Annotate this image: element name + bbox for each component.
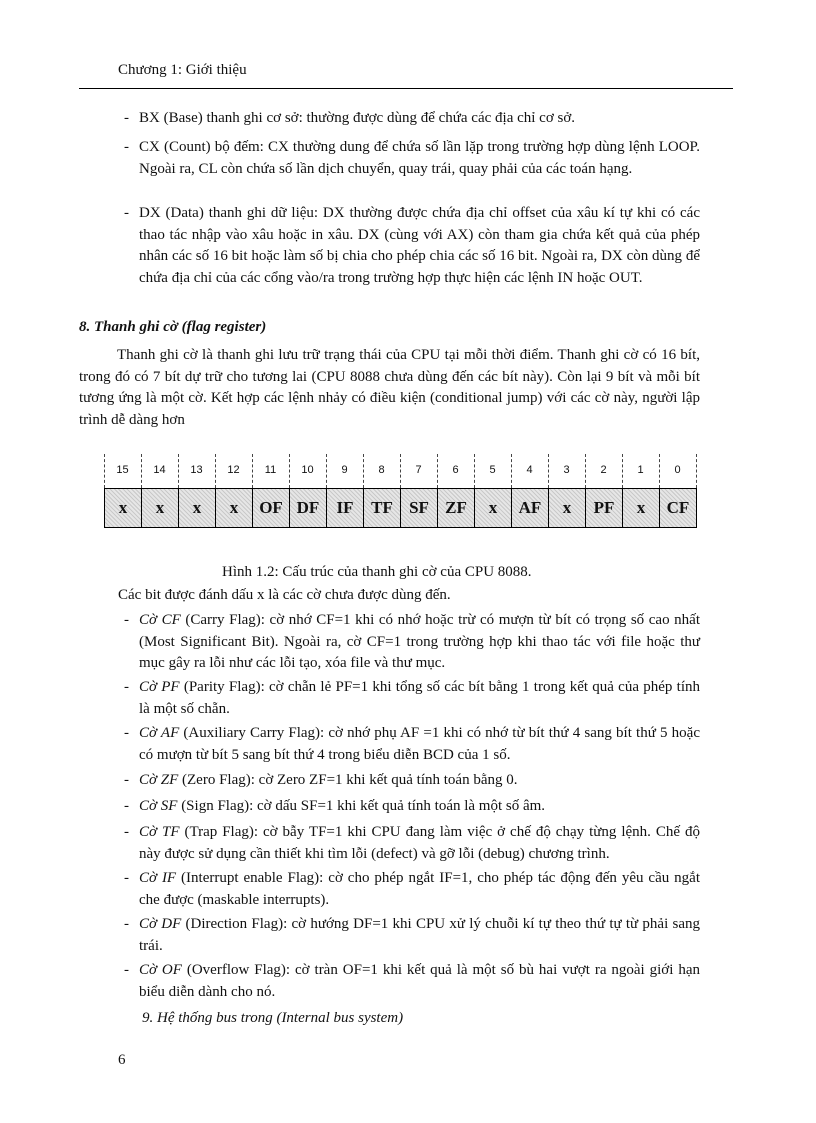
flag-name: Cờ CF xyxy=(139,612,181,628)
flag-bullet xyxy=(124,796,700,818)
bit-number: 0 xyxy=(674,464,681,476)
flag-name: Cờ AF xyxy=(139,725,180,741)
bullet-text: BX (Base) thanh ghi cơ sở: thường được dùng để chứa các địa chỉ cơ sở. xyxy=(139,110,576,126)
flag-description: (Overflow Flag): cờ tràn OF=1 khi kết quả là một số bù hai vượt ra ngoài giới hạn biểu diễn dành cho nó. xyxy=(139,962,700,1000)
flag-bullet xyxy=(124,723,700,766)
bit-number: 15 xyxy=(116,464,129,476)
bit-number: 11 xyxy=(264,464,277,476)
flag-register-diagram xyxy=(104,454,696,530)
flag-description: (Interrupt enable Flag): cờ cho phép ngắt IF=1, cho phép tác động đến yêu cầu ngắt che được (maskable interrupts). xyxy=(139,870,700,908)
section-8-heading: 8. Thanh ghi cờ (flag register) xyxy=(79,319,267,335)
bit-number: 6 xyxy=(452,464,459,476)
bullet-cx xyxy=(124,137,700,180)
flag-cell: x xyxy=(178,488,216,528)
flag-bullet xyxy=(124,868,700,911)
page-number: 6 xyxy=(118,1052,126,1068)
flag-cell: x xyxy=(215,488,253,528)
bullet-dash: - xyxy=(124,205,129,221)
flag-cell: x xyxy=(622,488,660,528)
section-8-intro: Thanh ghi cờ là thanh ghi lưu trữ trạng thái của CPU tại mỗi thời điểm. Thanh ghi cờ có 16 bít, trong đó có 7 bít dự trữ cho tương lai (CPU 8088 chưa dùng đến các bít này). Còn lại 9 bít và mỗi bít tương ứng là một cờ. Kết hợp các lệnh nhảy có điều kiện (conditional jump) với các cờ này, người lập trình dễ dàng hơn xyxy=(79,347,700,428)
flag-cell: x xyxy=(141,488,179,528)
bullet-text: DX (Data) thanh ghi dữ liệu: DX thường được chứa địa chỉ offset của xâu kí tự khi có các thao tác nhập vào xâu hoặc in xâu. DX (cùng với AX) còn tham gia chứa kết quả của phép nhân các số 16 bit hoặc làm số bị chia cho phép chia các số 16 bit. Ngoài ra, DX còn dùng để chứa địa chỉ của các cổng vào/ra trong trường hợp thực hiện các lệnh IN hoặc OUT. xyxy=(139,205,700,286)
bit-number: 3 xyxy=(563,464,570,476)
flag-cell: DF xyxy=(289,488,327,528)
flag-cell: x xyxy=(474,488,512,528)
flag-cell: TF xyxy=(363,488,401,528)
bit-number: 12 xyxy=(227,464,240,476)
bullet-dash: - xyxy=(124,824,129,840)
bit-number: 4 xyxy=(526,464,533,476)
bullet-dash: - xyxy=(124,679,129,695)
bullet-dash: - xyxy=(124,798,129,814)
bullet-dash: - xyxy=(124,962,129,978)
bullet-dash: - xyxy=(124,139,129,155)
flag-bullet xyxy=(124,914,700,957)
bit-number: 7 xyxy=(415,464,422,476)
figure-caption: Hình 1.2: Cấu trúc của thanh ghi cờ của CPU 8088. xyxy=(222,564,532,580)
flag-cell: AF xyxy=(511,488,549,528)
flag-description: (Direction Flag): cờ hướng DF=1 khi CPU xử lý chuỗi kí tự theo thứ tự từ phải sang trái. xyxy=(139,916,700,954)
flag-bullet xyxy=(124,770,700,792)
bullet-dash: - xyxy=(124,772,129,788)
flag-description: (Sign Flag): cờ dấu SF=1 khi kết quả tính toán là một số âm. xyxy=(177,798,546,814)
bullet-bx xyxy=(124,108,700,130)
flag-cell: ZF xyxy=(437,488,475,528)
flag-bullet xyxy=(124,822,700,865)
flag-description: (Carry Flag): cờ nhớ CF=1 khi có nhớ hoặc trừ có mượn từ bít có trọng số cao nhất (Most Significant Bit). Ngoài ra, cờ CF=1 trong trường hợp khi thao tác với file hoặc thư mục gây ra lỗi như các lỗi tạo, xóa file và thư mục. xyxy=(139,612,700,671)
bullet-dash: - xyxy=(124,110,129,126)
flag-cell: IF xyxy=(326,488,364,528)
figure-note: Các bit được đánh dấu x là các cờ chưa được dùng đến. xyxy=(118,587,451,603)
flag-cell: PF xyxy=(585,488,623,528)
bit-number: 1 xyxy=(637,464,644,476)
bullet-dash: - xyxy=(124,612,129,628)
flag-description: (Auxiliary Carry Flag): cờ nhớ phụ AF =1 khi có nhớ từ bít thứ 4 sang bít thứ 5 hoặc có mượn từ bít 5 sang bít thứ 4 trong biểu diễn BCD của 1 số. xyxy=(139,725,700,763)
bit-number: 8 xyxy=(378,464,385,476)
flag-description: (Zero Flag): cờ Zero ZF=1 khi kết quả tính toán bằng 0. xyxy=(178,772,518,788)
flag-name: Cờ SF xyxy=(139,798,178,814)
flag-bullet xyxy=(124,677,700,720)
bullet-dash: - xyxy=(124,870,129,886)
flag-cell: x xyxy=(104,488,142,528)
flag-name: Cờ OF xyxy=(139,962,182,978)
bit-number: 9 xyxy=(341,464,348,476)
flag-bullet xyxy=(124,610,700,675)
flag-cell: CF xyxy=(659,488,697,528)
flag-name: Cờ DF xyxy=(139,916,182,932)
bullet-dash: - xyxy=(124,725,129,741)
section-9-heading: 9. Hệ thống bus trong (Internal bus system) xyxy=(142,1010,404,1026)
bit-divider xyxy=(696,454,697,488)
header-rule xyxy=(79,88,733,89)
flag-name: Cờ PF xyxy=(139,679,180,695)
flag-name: Cờ TF xyxy=(139,824,180,840)
flag-cell: x xyxy=(548,488,586,528)
flag-cell: SF xyxy=(400,488,438,528)
bit-number: 13 xyxy=(190,464,203,476)
page-header-title: Chương 1: Giới thiệu xyxy=(118,62,247,78)
bullet-dash: - xyxy=(124,916,129,932)
bit-number: 10 xyxy=(301,464,314,476)
bit-number: 14 xyxy=(153,464,166,476)
flag-description: (Parity Flag): cờ chẵn lẻ PF=1 khi tổng số các bít bằng 1 trong kết quả của phép tính là một số chẵn. xyxy=(139,679,700,717)
flag-name: Cờ IF xyxy=(139,870,177,886)
flag-bullet xyxy=(124,960,700,1003)
bullet-dx xyxy=(124,203,700,289)
flag-name: Cờ ZF xyxy=(139,772,179,788)
flag-cell: OF xyxy=(252,488,290,528)
bit-number: 2 xyxy=(600,464,607,476)
flag-description: (Trap Flag): cờ bẫy TF=1 khi CPU đang làm việc ở chế độ chạy từng lệnh. Chế độ này được sử dụng cần thiết khi tìm lỗi (defect) và gỡ lỗi (debug) chương trình. xyxy=(139,824,700,862)
bit-number: 5 xyxy=(489,464,496,476)
bullet-text: CX (Count) bộ đếm: CX thường dung để chứa số lần lặp trong trường hợp dùng lệnh LOOP. Ngoài ra, CL còn chứa số lần dịch chuyển, quay trái, quay phải của các toán hạng. xyxy=(139,139,700,177)
